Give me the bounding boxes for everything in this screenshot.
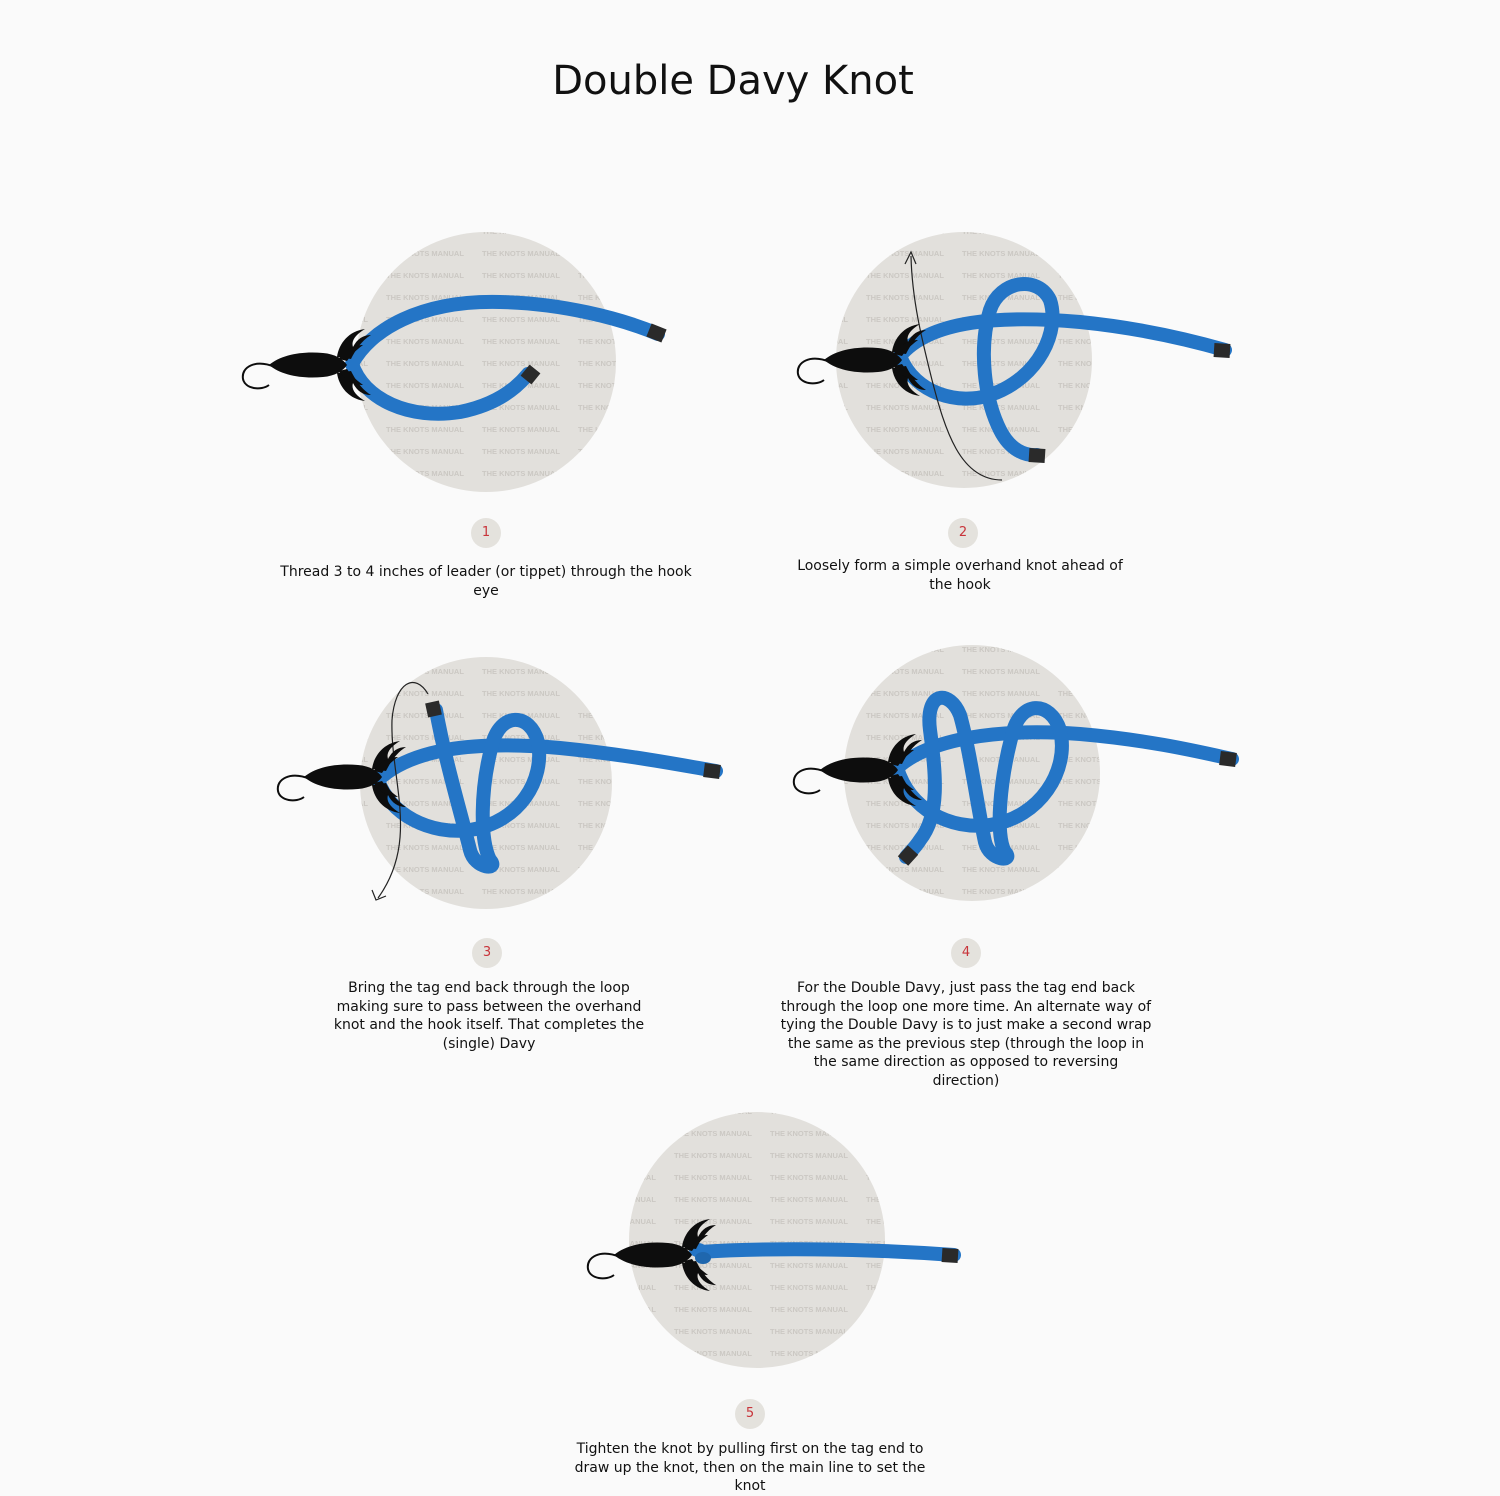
step-2-caption: Loosely form a simple overhand knot ahead of the hook	[797, 558, 1123, 593]
step-5-illustration	[588, 1112, 958, 1368]
step-5-badge: 5	[735, 1399, 765, 1429]
step-1-illustration	[243, 232, 664, 492]
step-2-illustration	[798, 232, 1230, 488]
page-title: Double Davy Knot	[552, 58, 914, 104]
step-1-badge: 1	[471, 518, 501, 548]
step-1-caption: Thread 3 to 4 inches of leader (or tippet) through the hook eye	[280, 564, 692, 599]
step-3-illustration	[278, 657, 720, 909]
step-5-caption: Tighten the knot by pulling first on the tag end to draw up the knot, then on the main line to set the knot	[574, 1441, 926, 1494]
step-4-badge: 4	[951, 938, 981, 968]
step-3-badge: 3	[472, 938, 502, 968]
step-2-badge: 2	[948, 518, 978, 548]
step-4-illustration	[794, 645, 1236, 901]
step-3-caption: Bring the tag end back through the loop making sure to pass between the overhand knot and the hook itself. That completes the (single) Davy	[333, 980, 645, 1052]
step-4-caption: For the Double Davy, just pass the tag end back through the loop one more time. An alternate way of tying the Double Davy is to just make a second wrap the same as the previous step (through the loop in the same direction as opposed to reversing direction)	[780, 980, 1152, 1089]
